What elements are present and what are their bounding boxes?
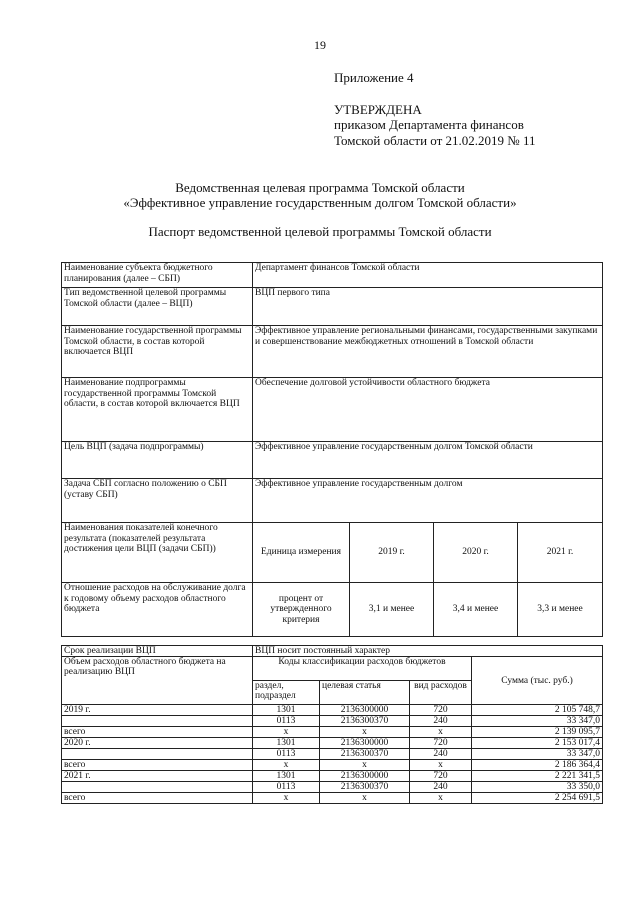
article-cell: 2136300000 bbox=[320, 705, 410, 716]
indicator-unit: процент от утвержденного критерия bbox=[253, 583, 350, 637]
table-row bbox=[62, 738, 603, 749]
type-header: вид расходов bbox=[410, 681, 472, 705]
row-value: Эффективное управление государственным долгом Томской области bbox=[253, 442, 603, 479]
type-cell: х bbox=[410, 793, 472, 804]
finance-table bbox=[61, 645, 603, 804]
table-row bbox=[62, 716, 603, 727]
row-label: Наименование подпрограммы государственной программы Томской области, в состав которой включается ВЦП bbox=[62, 378, 253, 442]
finance-row-label: 2019 г. bbox=[62, 705, 253, 716]
sum-cell: 33 350,0 bbox=[472, 782, 603, 793]
sum-cell: 33 347,0 bbox=[472, 716, 603, 727]
row-label: Наименование государственной программы Томской области, в состав которой включается ВЦП bbox=[62, 326, 253, 378]
indicator-value-2021: 3,3 и менее bbox=[518, 583, 603, 637]
row-label: Цель ВЦП (задача подпрограммы) bbox=[62, 442, 253, 479]
indicator-label: Наименования показателей конечного результата (показателей результата достижения цели ВЦП (задачи СБП)) bbox=[62, 523, 253, 583]
table-row bbox=[62, 749, 603, 760]
section-header: раздел, подраздел bbox=[253, 681, 320, 705]
section-cell: х bbox=[253, 760, 320, 771]
sum-cell: 33 347,0 bbox=[472, 749, 603, 760]
codes-header: Коды классификации расходов бюджетов bbox=[253, 657, 472, 681]
table-row bbox=[62, 760, 603, 771]
term-row bbox=[62, 646, 603, 657]
page-number: 19 bbox=[314, 38, 326, 52]
table-row bbox=[62, 793, 603, 804]
type-cell: 720 bbox=[410, 705, 472, 716]
section-cell: 0113 bbox=[253, 782, 320, 793]
section-cell: х bbox=[253, 727, 320, 738]
section-cell: 0113 bbox=[253, 716, 320, 727]
finance-row-label: всего bbox=[62, 793, 253, 804]
indicator-value-2019: 3,1 и менее bbox=[350, 583, 434, 637]
finance-label: Объем расходов областного бюджета на реализацию ВЦП bbox=[62, 657, 253, 705]
section-cell: 0113 bbox=[253, 749, 320, 760]
indicator-name: Отношение расходов на обслуживание долга к годовому объему расходов областного бюджета bbox=[62, 583, 253, 637]
sum-cell: 2 221 341,5 bbox=[472, 771, 603, 782]
row-value: Эффективное управление региональными финансами, государственными закупками и совершенствование межбюджетных отношений в Томской области bbox=[253, 326, 603, 378]
type-cell: 720 bbox=[410, 738, 472, 749]
table-row bbox=[62, 442, 603, 479]
type-cell: х bbox=[410, 760, 472, 771]
article-cell: х bbox=[320, 760, 410, 771]
article-cell: 2136300000 bbox=[320, 771, 410, 782]
approved-label: УТВЕРЖДЕНА bbox=[334, 102, 422, 117]
row-value: Обеспечение долговой устойчивости областного бюджета bbox=[253, 378, 603, 442]
finance-row-label: всего bbox=[62, 760, 253, 771]
row-label: Тип ведомственной целевой программы Томской области (далее – ВЦП) bbox=[62, 288, 253, 326]
article-cell: х bbox=[320, 727, 410, 738]
order-line-2: Томской области от 21.02.2019 № 11 bbox=[334, 133, 536, 148]
order-line-1: приказом Департамента финансов bbox=[334, 117, 524, 132]
type-cell: 240 bbox=[410, 716, 472, 727]
type-cell: 240 bbox=[410, 749, 472, 760]
finance-row-label: 2021 г. bbox=[62, 771, 253, 782]
term-value: ВЦП носит постоянный характер bbox=[253, 646, 603, 657]
term-label: Срок реализации ВЦП bbox=[62, 646, 253, 657]
indicator-value-2020: 3,4 и менее bbox=[434, 583, 518, 637]
article-cell: х bbox=[320, 793, 410, 804]
finance-row-label bbox=[62, 716, 253, 727]
sum-cell: 2 139 095,7 bbox=[472, 727, 603, 738]
row-label: Наименование субъекта бюджетного планирования (далее – СБП) bbox=[62, 263, 253, 288]
sum-cell: 2 254 691,5 bbox=[472, 793, 603, 804]
table-row bbox=[62, 263, 603, 288]
sum-cell: 2 105 748,7 bbox=[472, 705, 603, 716]
indicator-header-row bbox=[62, 523, 603, 583]
table-row bbox=[62, 378, 603, 442]
article-header: целевая статья bbox=[320, 681, 410, 705]
row-label: Задача СБП согласно положению о СБП (уставу СБП) bbox=[62, 479, 253, 523]
article-cell: 2136300000 bbox=[320, 738, 410, 749]
table-row bbox=[62, 727, 603, 738]
finance-row-label: 2020 г. bbox=[62, 738, 253, 749]
appendix-label: Приложение 4 bbox=[334, 70, 414, 85]
sum-cell: 2 153 017,4 bbox=[472, 738, 603, 749]
row-value: ВЦП первого типа bbox=[253, 288, 603, 326]
table-row bbox=[62, 782, 603, 793]
finance-row-label bbox=[62, 782, 253, 793]
finance-row-label bbox=[62, 749, 253, 760]
sum-cell: 2 186 364,4 bbox=[472, 760, 603, 771]
table-row bbox=[62, 326, 603, 378]
section-cell: х bbox=[253, 793, 320, 804]
table-row bbox=[62, 479, 603, 523]
section-cell: 1301 bbox=[253, 705, 320, 716]
type-cell: 240 bbox=[410, 782, 472, 793]
row-value: Департамент финансов Томской области bbox=[253, 263, 603, 288]
finance-row-label: всего bbox=[62, 727, 253, 738]
indicator-row bbox=[62, 583, 603, 637]
passport-title: Паспорт ведомственной целевой программы Томской области bbox=[148, 224, 492, 239]
year-header-2020: 2020 г. bbox=[434, 523, 518, 583]
row-value: Эффективное управление государственным долгом bbox=[253, 479, 603, 523]
table-row bbox=[62, 771, 603, 782]
section-cell: 1301 bbox=[253, 738, 320, 749]
year-header-2021: 2021 г. bbox=[518, 523, 603, 583]
type-cell: 720 bbox=[410, 771, 472, 782]
finance-header-row bbox=[62, 657, 603, 681]
unit-header: Единица измерения bbox=[253, 523, 350, 583]
program-title-line-1: Ведомственная целевая программа Томской области bbox=[175, 180, 465, 195]
table-row bbox=[62, 288, 603, 326]
section-cell: 1301 bbox=[253, 771, 320, 782]
sum-header: Сумма (тыс. руб.) bbox=[472, 657, 603, 705]
article-cell: 2136300370 bbox=[320, 716, 410, 727]
passport-table bbox=[61, 262, 603, 637]
year-header-2019: 2019 г. bbox=[350, 523, 434, 583]
type-cell: х bbox=[410, 727, 472, 738]
article-cell: 2136300370 bbox=[320, 749, 410, 760]
table-row bbox=[62, 705, 603, 716]
article-cell: 2136300370 bbox=[320, 782, 410, 793]
program-title-line-2: «Эффективное управление государственным долгом Томской области» bbox=[123, 195, 517, 210]
